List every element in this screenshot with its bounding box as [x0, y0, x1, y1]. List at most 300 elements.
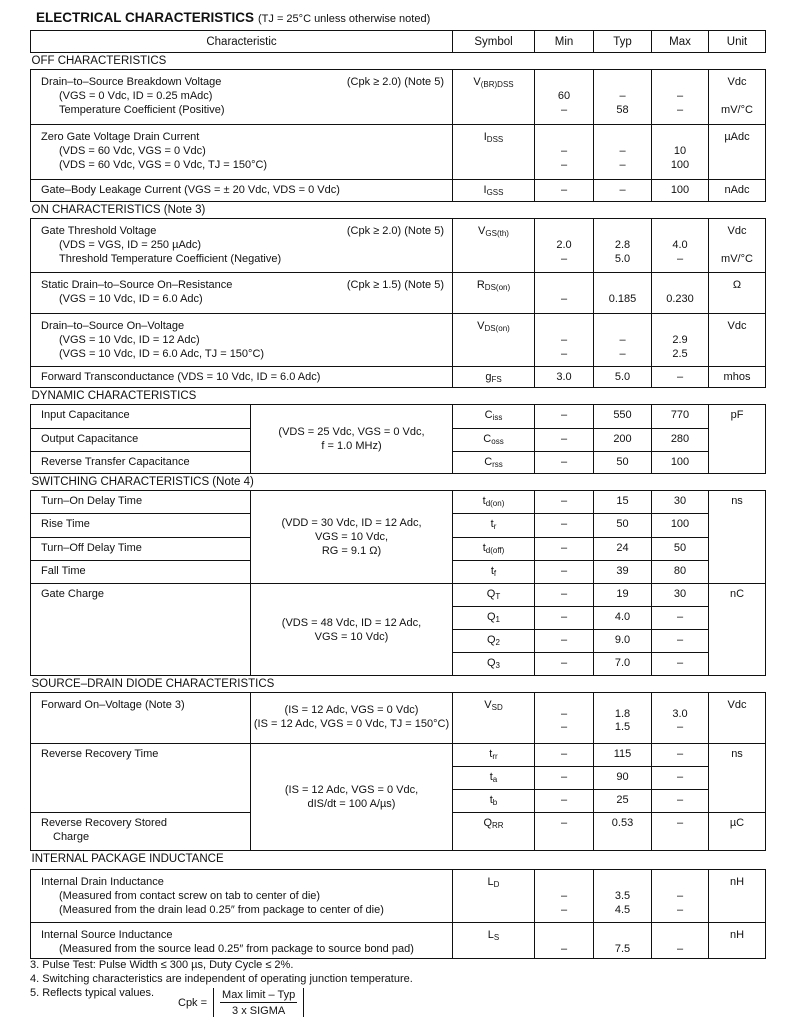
table-cell [594, 125, 652, 180]
cell-text: 5.0 [614, 253, 631, 265]
table-cell: 50 [594, 514, 652, 538]
cell-text [652, 278, 708, 292]
table-row [31, 273, 766, 314]
symbol-subscript: a [492, 775, 498, 784]
cell-text: mV/°C [721, 104, 753, 116]
table-row [31, 870, 766, 923]
cell-text [652, 319, 708, 333]
cell-text: (Measured from the drain lead 0.25″ from package to center of die) [59, 904, 384, 916]
table-cell: Turn–Off Delay Time [31, 538, 251, 561]
table-row [31, 693, 766, 744]
header-characteristic: Characteristic [31, 31, 453, 53]
cell-text: – [676, 90, 684, 102]
table-cell: 770 [652, 405, 709, 429]
table-cell [453, 125, 535, 180]
cpk-denominator: 3 x SIGMA [232, 1005, 286, 1017]
cell-text [594, 75, 651, 89]
cell-text: Vdc [727, 76, 747, 88]
cell-text: – [560, 943, 568, 955]
cell-text [535, 224, 593, 238]
cell-text: V [484, 699, 492, 711]
symbol-subscript: SD [491, 703, 503, 712]
cell-text [652, 75, 708, 89]
symbol [453, 70, 535, 125]
section-on: ON CHARACTERISTICS (Note 3) [31, 202, 766, 219]
cell-text: – [560, 159, 568, 171]
table-cell: Gate–Body Leakage Current (VGS = ± 20 Vdc, VDS = 0 Vdc) [31, 180, 453, 202]
cell-text: (VDD = 30 Vdc, ID = 12 Adc, [281, 517, 422, 529]
table-cell [535, 70, 594, 125]
table-cell: 90 [594, 767, 652, 790]
cell-text [594, 319, 651, 333]
cell-text: 2.0 [556, 239, 572, 251]
table-cell [31, 70, 453, 125]
cell-text: – [560, 890, 568, 902]
table-cell: ns [709, 744, 766, 813]
table-cell: 9.0 [594, 630, 652, 653]
cell-text: (VDS = VGS, ID = 250 µAdc) [59, 239, 202, 251]
table-cell [453, 273, 535, 314]
cell-text: t [489, 771, 493, 783]
table-cell: – [535, 653, 594, 676]
table-cell: µAdc [709, 125, 766, 180]
table-cell [453, 584, 535, 607]
cell-text: – [619, 159, 626, 171]
table-cell [652, 923, 709, 959]
cell-text: (VGS = 10 Vdc, ID = 6.0 Adc, TJ = 150°C) [59, 348, 265, 360]
cell-text: – [676, 904, 684, 916]
table-cell: Reverse Transfer Capacitance [31, 452, 251, 474]
cell-text: – [676, 890, 684, 902]
table-cell: – [535, 405, 594, 429]
cell-text: 3.0 [672, 708, 688, 720]
cell-text: Reverse Recovery Stored [41, 817, 167, 829]
table-cell [535, 219, 594, 273]
table-cell [453, 314, 535, 367]
cell-text: (IS = 12 Adc, VGS = 0 Vdc, TJ = 150°C) [253, 718, 450, 730]
table-cell: 280 [652, 429, 709, 452]
cell-text: Threshold Temperature Coefficient (Negative) [59, 253, 282, 265]
table-cell [594, 870, 652, 923]
table-cell [453, 219, 535, 273]
cell-text: Internal Drain Inductance [41, 876, 164, 888]
symbol-subscript: S [493, 933, 500, 942]
cell-text: – [560, 334, 568, 346]
cell-text: – [676, 253, 684, 265]
cell-text: 4.5 [614, 904, 631, 916]
symbol-subscript: DS(on) [484, 324, 510, 333]
cell-text: V [473, 76, 481, 88]
cell-text: g [485, 371, 492, 383]
char-name: Drain–to–Source Breakdown Voltage [41, 76, 222, 88]
symbol-subscript: b [492, 798, 498, 807]
cell-text: 4.0 [672, 239, 688, 251]
cell-text: 1.5 [614, 721, 631, 733]
table-cell: – [535, 790, 594, 813]
table-cell: nAdc [709, 180, 766, 202]
cell-text: (IS = 12 Adc, VGS = 0 Vdc, [284, 784, 419, 796]
cell-text: – [619, 334, 626, 346]
cell-text: C [484, 456, 493, 468]
cell-text [535, 875, 593, 889]
table-cell: Vdc [709, 693, 766, 744]
table-cell: – [652, 744, 709, 767]
table-row [31, 491, 766, 514]
table-cell [453, 767, 535, 790]
table-cell: – [535, 491, 594, 514]
cell-text: R [476, 279, 485, 291]
table-cell: µC [709, 813, 766, 851]
table-row [31, 219, 766, 273]
symbol-subscript: RR [492, 821, 504, 830]
table-cell [535, 923, 594, 959]
table-row [31, 584, 766, 607]
symbol-subscript: rr [492, 752, 498, 761]
table-cell: Reverse Recovery Time [31, 744, 251, 813]
cell-text: – [560, 253, 568, 265]
cell-text: 100 [670, 159, 690, 171]
table-cell: 30 [652, 491, 709, 514]
cell-text: (VDS = 25 Vdc, VGS = 0 Vdc, [278, 426, 425, 438]
table-cell [453, 491, 535, 514]
table-cell [652, 870, 709, 923]
cell-text: mV/°C [721, 253, 753, 265]
table-cell [594, 693, 652, 744]
cell-text: – [560, 145, 568, 157]
cell-text: (VDS = 60 Vdc, VGS = 0 Vdc, TJ = 150°C) [59, 159, 268, 171]
note-5: 5. Reflects typical values. [30, 987, 155, 999]
cell-text: RG = 9.1 Ω) [321, 545, 382, 557]
table-cell [453, 538, 535, 561]
table-cell: – [535, 607, 594, 630]
table-cell [594, 923, 652, 959]
table-row [31, 744, 766, 767]
cell-text: t [489, 794, 493, 806]
table-cell: Input Capacitance [31, 405, 251, 429]
section-dynamic: DYNAMIC CHARACTERISTICS [31, 388, 766, 405]
table-cell: 50 [594, 452, 652, 474]
table-cell [453, 452, 535, 474]
cell-text: (Cpk ≥ 2.0) (Note 5) [346, 225, 444, 237]
cell-text: Charge [53, 831, 90, 843]
table-cell: – [535, 429, 594, 452]
header-symbol: Symbol [453, 31, 535, 53]
cell-text [213, 988, 304, 1017]
cell-text: t [482, 542, 486, 554]
table-cell: – [652, 653, 709, 676]
conditions [251, 491, 453, 584]
cpk-numerator: Max limit – Typ [222, 989, 296, 1001]
table-cell: – [535, 584, 594, 607]
table-cell: 550 [594, 405, 652, 429]
cell-text: Q [483, 817, 492, 829]
symbol-subscript: 3 [495, 661, 500, 670]
cell-text [594, 130, 651, 144]
cell-text [535, 319, 593, 333]
table-cell: ns [709, 491, 766, 584]
section-off: OFF CHARACTERISTICS [31, 53, 766, 70]
table-cell [453, 744, 535, 767]
table-cell [31, 870, 453, 923]
cell-text: VGS = 10 Vdc) [314, 630, 389, 643]
table-cell [453, 813, 535, 851]
table-cell [535, 125, 594, 180]
cell-text [594, 224, 651, 238]
table-cell: – [535, 514, 594, 538]
table-cell: Ω [709, 273, 766, 314]
table-cell [652, 125, 709, 180]
note-4: 4. Switching characteristics are independent of operating junction temperature. [30, 973, 413, 985]
table-cell: – [535, 538, 594, 561]
cell-text: – [560, 293, 568, 305]
table-cell: – [652, 630, 709, 653]
table-cell [453, 180, 535, 202]
section-source-drain: SOURCE–DRAIN DIODE CHARACTERISTICS [31, 676, 766, 693]
char-note: (Cpk ≥ 2.0) (Note 5) [346, 76, 444, 88]
cell-text: (VDS = 48 Vdc, ID = 12 Adc, [281, 616, 422, 629]
cell-text: 2.9 [672, 334, 688, 346]
table-cell [31, 273, 453, 314]
table-row [31, 70, 766, 125]
table-cell [453, 790, 535, 813]
symbol-subscript: rss [492, 460, 503, 469]
section-inductance: INTERNAL PACKAGE INDUCTANCE [31, 851, 766, 870]
cell-text [652, 130, 708, 144]
table-cell [453, 870, 535, 923]
cell-text [709, 238, 765, 252]
cell-text: Vdc [727, 225, 747, 237]
cell-text [41, 278, 452, 292]
cell-text: – [560, 904, 568, 916]
cell-text [535, 278, 593, 292]
cell-text: (VGS = 10 Vdc, ID = 12 Adc) [59, 334, 200, 346]
cell-text: (TJ = 25°C unless otherwise noted) [258, 13, 431, 25]
table-cell: 5.0 [594, 367, 652, 388]
table-cell: Turn–On Delay Time [31, 491, 251, 514]
cell-text: – [560, 104, 568, 116]
symbol-subscript: 2 [495, 638, 500, 647]
conditions [251, 584, 453, 676]
cell-text [594, 875, 651, 889]
cell-text: (Cpk ≥ 1.5) (Note 5) [346, 279, 444, 291]
table-cell [31, 923, 453, 959]
cell-text [652, 928, 708, 942]
table-cell: nC [709, 584, 766, 676]
cell-text: I [483, 184, 487, 196]
symbol-subscript: DSS [486, 135, 504, 144]
table-cell: 7.0 [594, 653, 652, 676]
symbol-subscript: iss [492, 413, 503, 422]
cell-text: – [676, 943, 684, 955]
cell-text [652, 224, 708, 238]
table-cell: Fall Time [31, 561, 251, 584]
cell-text: VGS = 10 Vdc, [314, 531, 389, 543]
table-cell [453, 367, 535, 388]
table-cell [31, 813, 251, 851]
table-cell [594, 70, 652, 125]
cell-text: – [560, 348, 568, 360]
symbol-subscript: d(on) [485, 499, 505, 508]
cell-text [41, 75, 452, 89]
table-cell [31, 314, 453, 367]
cell-text: – [676, 721, 684, 733]
table-cell: 200 [594, 429, 652, 452]
table-cell: – [652, 767, 709, 790]
table-cell: – [535, 180, 594, 202]
table-cell [31, 219, 453, 273]
cell-text: 0.185 [608, 293, 637, 305]
table-cell: 80 [652, 561, 709, 584]
char-cond: (VGS = 0 Vdc, ID = 0.25 mAdc) [59, 90, 213, 102]
cell-text: dIS/dt = 100 A/µs) [307, 798, 396, 810]
table-cell [652, 693, 709, 744]
table-cell: pF [709, 405, 766, 474]
cell-text: 3.5 [614, 890, 631, 902]
symbol-subscript: T [495, 592, 501, 601]
header-min: Min [535, 31, 594, 53]
table-cell [709, 219, 766, 273]
cell-text: ELECTRICAL CHARACTERISTICS [36, 10, 255, 25]
table-cell [453, 693, 535, 744]
table-cell: – [535, 630, 594, 653]
symbol-subscript: (BR)DSS [480, 80, 514, 89]
cell-text: 2.5 [672, 348, 688, 360]
cell-text: V [478, 225, 486, 237]
header-typ: Typ [594, 31, 652, 53]
symbol-subscript: r [493, 522, 497, 531]
symbol-subscript: 1 [495, 615, 500, 624]
table-row [31, 367, 766, 388]
table-cell: 24 [594, 538, 652, 561]
cell-text: (Measured from the source lead 0.25″ from package to source bond pad) [59, 943, 414, 955]
table-cell: – [652, 813, 709, 851]
table-cell: Forward On–Voltage (Note 3) [31, 693, 251, 744]
table-row [31, 923, 766, 959]
cell-text: Q [486, 611, 496, 623]
symbol-subscript: f [493, 569, 497, 578]
table-cell: Rise Time [31, 514, 251, 538]
cell-text: Drain–to–Source On–Voltage [41, 320, 185, 332]
cell-text: 2.8 [614, 239, 631, 251]
cell-text: 58 [616, 104, 629, 116]
cell-text [41, 224, 452, 238]
table-cell [652, 314, 709, 367]
table-cell: 100 [652, 452, 709, 474]
cell-text [709, 89, 765, 103]
cell-text: L [487, 929, 494, 941]
table-cell: nH [709, 923, 766, 959]
table-cell: nH [709, 870, 766, 923]
cell-text: Static Drain–to–Source On–Resistance [41, 279, 233, 291]
table-row [31, 125, 766, 180]
cell-text: – [676, 104, 684, 116]
table-cell [652, 70, 709, 125]
cpk-formula [178, 988, 304, 1017]
cell-text: – [560, 721, 568, 733]
cell-text: (Measured from contact screw on tab to center of die) [59, 890, 321, 902]
table-cell: – [535, 744, 594, 767]
table-cell: – [535, 767, 594, 790]
cell-text: Q [486, 588, 496, 600]
table-cell: Vdc [709, 314, 766, 367]
cell-text: 60 [557, 90, 571, 102]
table-row [31, 180, 766, 202]
table-cell [453, 561, 535, 584]
table-cell: 100 [652, 180, 709, 202]
cell-text: 10 [673, 145, 687, 157]
section-switching: SWITCHING CHARACTERISTICS (Note 4) [31, 474, 766, 491]
table-cell [709, 70, 766, 125]
table-cell: 100 [652, 514, 709, 538]
symbol-subscript: D [493, 880, 500, 889]
cell-text: 1.8 [614, 708, 631, 720]
cell-text: – [619, 145, 626, 157]
table-cell [453, 429, 535, 452]
table-cell: 4.0 [594, 607, 652, 630]
table-cell: 39 [594, 561, 652, 584]
table-cell: – [652, 790, 709, 813]
table-cell [453, 607, 535, 630]
table-cell [453, 514, 535, 538]
cell-text [535, 928, 593, 942]
table-cell: 0.53 [594, 813, 652, 851]
table-cell: 3.0 [535, 367, 594, 388]
header-row [31, 31, 766, 53]
char-sub: Temperature Coefficient (Positive) [59, 104, 225, 116]
table-cell [535, 693, 594, 744]
table-cell: 30 [652, 584, 709, 607]
cell-text: C [483, 433, 492, 445]
table-cell [535, 273, 594, 314]
table-cell [453, 653, 535, 676]
header-unit: Unit [709, 31, 766, 53]
conditions [251, 744, 453, 851]
symbol-subscript: oss [491, 437, 504, 446]
cell-text: Gate Threshold Voltage [41, 225, 157, 237]
table-cell [652, 273, 709, 314]
table-cell [535, 314, 594, 367]
table-cell: – [535, 452, 594, 474]
cell-text: V [477, 320, 485, 332]
cell-text: (VGS = 10 Vdc, ID = 6.0 Adc) [59, 293, 203, 305]
table-cell: mhos [709, 367, 766, 388]
cell-text: – [619, 90, 626, 102]
table-cell: – [652, 367, 709, 388]
cell-text: Internal Source Inductance [41, 929, 173, 941]
conditions [251, 405, 453, 474]
table-cell: – [594, 180, 652, 202]
symbol-subscript: FS [491, 375, 502, 384]
cell-text: (VDS = 60 Vdc, VGS = 0 Vdc) [59, 145, 206, 157]
table-row [31, 314, 766, 367]
table-cell: 25 [594, 790, 652, 813]
cell-text: t [490, 518, 494, 530]
cell-text: t [490, 565, 494, 577]
table-cell: 19 [594, 584, 652, 607]
table-cell [594, 273, 652, 314]
cell-text [594, 278, 651, 292]
table-cell: Forward Transconductance (VDS = 10 Vdc, ID = 6.0 Adc) [31, 367, 453, 388]
electrical-characteristics-table [30, 30, 766, 959]
table-cell [453, 923, 535, 959]
table-cell [251, 693, 453, 744]
cell-text: I [483, 131, 487, 143]
table-cell [31, 125, 453, 180]
symbol-subscript: GSS [486, 188, 504, 197]
table-cell [453, 405, 535, 429]
note-3: 3. Pulse Test: Pulse Width ≤ 300 µs, Duty Cycle ≤ 2%. [30, 959, 294, 971]
table-cell [594, 314, 652, 367]
